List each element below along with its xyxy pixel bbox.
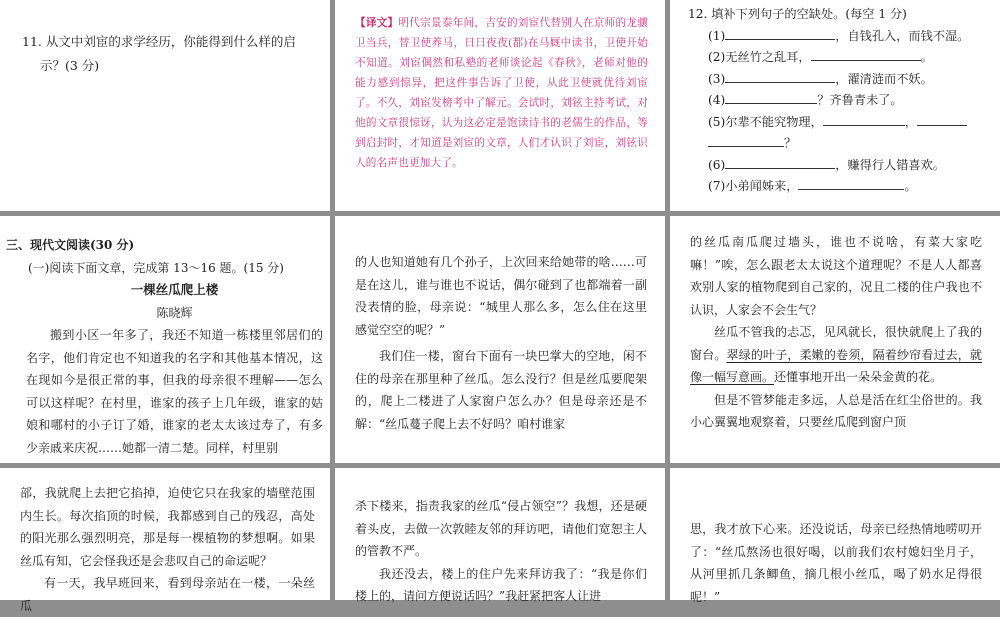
- translation-tag: 【译文】: [355, 17, 399, 29]
- article-author: 陈晓辉: [156, 305, 193, 320]
- reading-column-2: [355, 251, 647, 435]
- translation-text: 明代宗景泰年间，吉安的刘宦代替别人在京师的龙骧卫当兵，替卫使养马，日日夜夜(都)在马厩中读书，卫使开始不知道。刘宦偶然和私塾的老师谈论起《春秋》，老师对他的能力感到惊异，把这件事告诉了卫使，从此卫使就优待刘宦了。不久，刘宦发榜考中了解元。会试时，刘铉主持考试，对他的文章很惊讶，认为这必定是饱读诗书的老儒生的作品，等到启封时，才知道是刘宦的文章，人们才认识了刘宦，刘铉识人的名声也更加大了。: [355, 17, 648, 169]
- article-paragraph-cut: 有一天，我早班回来，看到母亲站在一楼，一朵丝瓜: [20, 576, 315, 613]
- answer-blank[interactable]: [725, 26, 835, 40]
- page-question-12: [670, 0, 1000, 211]
- article-paragraph: 我还没去，楼上的住户先来拜访我了：“我是你们楼上的，请问方便说话吗？”我赶紧把客人让进: [355, 566, 647, 603]
- article-paragraph: 的人也知道她有几个孙子，上次回来给她带的啥……可是在这儿，谁与谁也不说话，偶尔碰到了也都端着一副没表情的脸，母亲说：“城里人那么多，怎么住在这里感觉空空的呢？”: [355, 255, 647, 337]
- article-paragraph: 的丝瓜南瓜爬过墙头，谁也不说啥，有菜大家吃嘛！”唉，怎么跟老太太说这个道理呢？不是人人都喜欢别人家的植物爬到自己家的，况且二楼的住户我也不认识，人家会不会生气？: [690, 235, 982, 317]
- page-reading-3: [670, 216, 1000, 463]
- underlined-sentence: 翠绿的叶子，柔嫩的卷须，隔着纱帘看过去，就像一幅写意画。: [690, 347, 982, 384]
- question-11-line2: 示？(3 分): [40, 58, 100, 73]
- article-paragraph: 杀下楼来，指责我家的丝瓜“侵占领空”？我想，还是硬着头皮，去做一次敦睦友邻的拜访吧，请他们宽恕主人的管教不严。: [355, 499, 647, 558]
- question-11: [22, 30, 322, 78]
- page-reading-4: [0, 468, 330, 613]
- article-paragraph: 部，我就爬上去把它掐掉，迫使它只在我家的墙壁范围内生长。每次掐顶的时候，我都感到自己的残忍，高处的阳光那么强烈明亮，那是每一棵植物的梦想啊。如果丝瓜有知，它会怪我还是会悲叹自己的命运呢？: [20, 486, 315, 568]
- question-12-title: 12. 填补下列句子的空缺处。(每空 1 分): [688, 7, 907, 21]
- reading-column-1: [6, 234, 323, 459]
- page-reading-2: [335, 216, 665, 463]
- article-paragraph: 丝瓜不管我的忐忑，见风就长，很快就爬上了我的窗台。翠绿的叶子，柔嫩的卷须，隔着纱帘看过去，就像一幅写意画。还懂事地开出一朵朵金黄的花。: [690, 325, 982, 384]
- answer-blank[interactable]: [725, 90, 817, 104]
- article-paragraph: 搬到小区一年多了，我还不知道一栋楼里邻居们的名字，他们肯定也不知道我的名字和其他基本情况，这在现如今是很正常的事，但我的母亲很不理解——怎么可以这样呢？在村里，谁家的孩子上几年级，谁家的姑娘和哪村的小子订了婚，谁家的老太太该过寿了，有多少亲戚来庆祝……她都一清二楚。同样，村里别: [26, 328, 323, 455]
- answer-blank[interactable]: [823, 112, 905, 126]
- fill-item-1: (1) ，自钱孔入，而钱不湿。: [708, 26, 998, 48]
- page-reading-start: [0, 216, 330, 463]
- question-11-line1: 11. 从文中刘宦的求学经历，你能得到什么样的启: [22, 34, 296, 49]
- section-heading: 三、现代文阅读(30 分): [6, 238, 135, 252]
- page-reading-5: [335, 468, 665, 603]
- translation-block: [355, 13, 648, 173]
- fill-item-2: (2)无丝竹之乱耳， 。: [708, 47, 998, 69]
- answer-blank[interactable]: [725, 69, 835, 83]
- article-paragraph: 我们住一楼，窗台下面有一块巴掌大的空地，闲不住的母亲在那里种了丝瓜。怎么没行？但是丝瓜要爬架的，爬上二楼进了人家窗户怎么办？但是母亲还是不解：“丝瓜蔓子爬上去不好吗？咱村谁家: [355, 349, 647, 431]
- page-translation: [335, 0, 665, 211]
- reading-column-6: [690, 518, 982, 608]
- reading-column-5: [355, 495, 647, 608]
- answer-blank[interactable]: [798, 176, 904, 190]
- reading-instruction: (一)阅读下面文章，完成第 13～16 题。(15 分): [28, 260, 284, 275]
- answer-blank[interactable]: [811, 47, 921, 61]
- fill-item-3: (3) ，濯清涟而不妖。: [708, 69, 998, 91]
- fill-item-6: (6) ，赚得行人错喜欢。: [708, 155, 998, 177]
- reading-column-4: [20, 482, 315, 617]
- answer-blank[interactable]: [917, 112, 967, 126]
- question-12: [688, 4, 998, 198]
- article-paragraph: 但是不管梦能走多远，人总是活在红尘俗世的。我小心翼翼地观察着，只要丝瓜爬到窗户顶: [690, 392, 982, 429]
- fill-item-4: (4) ？齐鲁青未了。: [708, 90, 998, 112]
- article-title: 一棵丝瓜爬上楼: [130, 282, 219, 297]
- fill-item-5: (5)尔辈不能究物理， ，: [708, 112, 998, 134]
- answer-blank[interactable]: [725, 155, 835, 169]
- article-paragraph: 思，我才放下心来。还没说话，母亲已经热情地唠叨开了：“丝瓜熬汤也很好喝，以前我们农村媳妇坐月子，从河里抓几条鲫鱼，摘几根小丝瓜，喝了奶水足得很呢！”: [690, 522, 982, 604]
- page-question-11: [0, 0, 330, 211]
- reading-column-3: [690, 231, 982, 434]
- fill-item-7: (7)小弟闻姊来， 。: [708, 176, 998, 198]
- page-reading-6: [670, 468, 1000, 604]
- fill-item-5-cont: ？: [708, 133, 998, 155]
- answer-blank[interactable]: [708, 133, 784, 147]
